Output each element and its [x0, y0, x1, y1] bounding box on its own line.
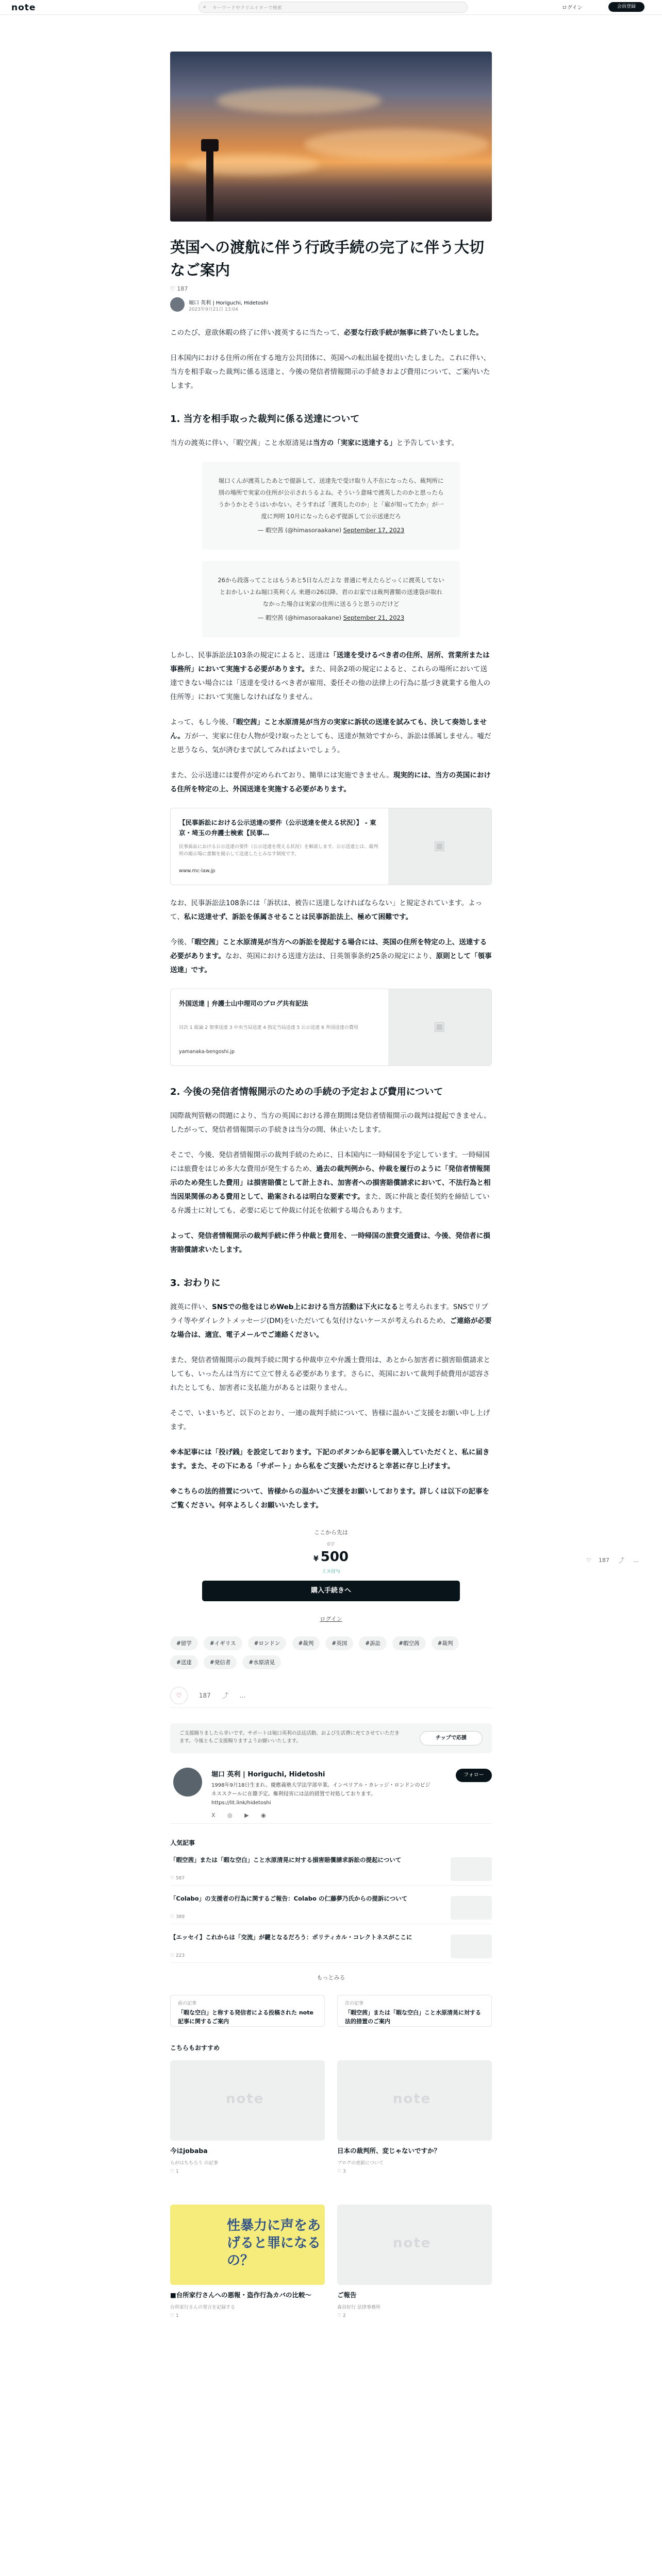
prev-title: 「暇な空白」と称する発信者による投稿された note記事に関するご案内: [178, 2009, 313, 2025]
section-heading: 2. 今後の発信者情報開示のための手続の予定および費用について: [170, 1087, 443, 1097]
link-card-url: www.mc-law.jp: [179, 868, 216, 874]
link-card-thumbnail: [388, 989, 491, 1065]
paragraph: ※こちらの法的措置について、皆様からの温かいご支援をお願いしております。詳しくは以下の記事をご覧ください。何卒よろしくお願いいたします。: [170, 1487, 490, 1510]
author-row: [170, 296, 492, 315]
related-likes: ♡ 223: [170, 1953, 185, 1958]
note-placeholder-logo: note: [393, 2235, 432, 2251]
next-title: 「暇空茜」または「暇な空白」こと水原清晃に対する法的措置のご案内: [345, 2009, 481, 2025]
related-likes: ♡ 389: [170, 1914, 185, 1920]
card-meta: ブログの更新について: [337, 2161, 384, 2166]
login-link[interactable]: ログイン: [562, 5, 583, 11]
tag[interactable]: #留学: [170, 1636, 198, 1650]
card-meta: らがはちちろう の記事: [170, 2161, 218, 2166]
paragraph: 今後、「暇空茜」こと水原清晃が当方への訴訟を提起する場合には、英国の住所を特定の上、送達する必要があります。なお、英国における送達方法は、日英領事条約25条の規定により、原則として「領事送達」です。: [170, 938, 492, 974]
link-card[interactable]: [170, 989, 492, 1066]
recommend-card[interactable]: [170, 2060, 325, 2174]
related-title: 「Colabo」の支援者の行為に関するご報告：Colabo の仁藤夢乃氏からの提訴について: [170, 1895, 408, 1902]
profile-avatar[interactable]: [173, 1768, 202, 1797]
tag[interactable]: #発信者: [204, 1655, 237, 1669]
link-card[interactable]: [170, 808, 492, 885]
prev-article-link[interactable]: [170, 1995, 325, 2027]
publish-date: 2023年9月21日 13:04: [189, 307, 238, 312]
action-bar: [170, 1687, 492, 1708]
tag[interactable]: #英国: [325, 1636, 353, 1650]
paragraph: また、公示送達には要件が定められており、簡単には実施できません。現実的には、当方の英国における住所を特定の上、外国送達を実施する必要があります。: [170, 771, 491, 793]
search-box[interactable]: [198, 2, 468, 13]
link-card-title: 外国送達 | 弁護士山中理司のブログ共有記法: [179, 999, 308, 1007]
card-image-text: 性暴力に声をあげると罪になるの？: [227, 2218, 321, 2268]
control-tower-silhouette: [206, 149, 213, 222]
prev-label: 前の記事: [178, 2001, 197, 2006]
tag[interactable]: #送達: [170, 1655, 198, 1669]
card-image: [337, 2205, 492, 2285]
related-title: 【エッセイ】これからは「交流」が鍵となるだろう：ポリティカル・コレクトネスがここに: [170, 1934, 412, 1941]
related-item[interactable]: [170, 1931, 492, 1963]
card-image: [170, 2205, 325, 2285]
author-avatar[interactable]: [170, 297, 185, 312]
more-icon[interactable]: …: [239, 1692, 246, 1699]
author-name[interactable]: 堀口 英利 | Horiguchi, Hidetoshi: [189, 300, 269, 306]
paragraph: しかし、民事訴訟法103条の規定によると、送達は「送達を受けるべき者の住所、居所、営業所または事務所」において実施する必要があります。また、同条2項の規定によると、これらの場所において送達できない場合には「送達を受けるべき者が雇用、委任その他の法律上の行為に基づき就業する他人の住所等」において実施しなければなりません。: [170, 651, 490, 701]
recommend-card[interactable]: [337, 2060, 492, 2174]
yen-icon: ¥: [313, 1555, 319, 1563]
card-title: 今はjobaba: [170, 2147, 208, 2155]
side-more-icon[interactable]: …: [633, 1557, 639, 1564]
tweet-text: 堀口くんが渡英したあとで提訴して、送達先で受け取り人不在になったら、裁判所に別の場所で実家の住所が公示されうるよね。そういう意味で渡英したのかと思ったらうかうかとそうはいかない。そうすれば「渡英したのか」と「雇が知ってたか」が一度に判明 10月になったら必ず提訴して公示送達だろ: [218, 477, 444, 520]
see-more-link[interactable]: もっとみる: [317, 1974, 345, 1981]
tag[interactable]: #イギリス: [204, 1636, 242, 1650]
likes-count: 187: [177, 285, 188, 292]
tweet-text: 26から段落ってことはもうあと5日なんだよな 普通に考えたらどっくに渡英してないとおかしいよね堀口英利くん 来週の26以降、君のお家では裁判書類の送達袋が取れなかった場合は実家の住所に送るうと思うのだけど: [218, 577, 444, 607]
paywall-label: ここから先は: [314, 1529, 348, 1536]
card-meta: 台所家行さんの発言を記録する: [170, 2305, 236, 2310]
author-profile: [170, 1766, 492, 1824]
related-title: 「暇空茜」または「暇な空白」こと水原清晃に対する損害賠償請求訴訟の提起について: [170, 1856, 402, 1863]
tag[interactable]: #裁判: [432, 1636, 459, 1650]
paragraph: よって、もし今後、「暇空茜」こと水原清晃が当方の実家に訴状の送達を試みても、決して奏効しません。万が一、実家に住む人物が受け取ったとしても、送達が無効ですから、訴訟は係属しません。嘘だと思うなら、気が済むまで試してみればよいでしょう。: [170, 718, 491, 754]
next-article-link[interactable]: [337, 1995, 492, 2027]
signup-button[interactable]: 会員登録: [608, 2, 644, 12]
related-likes: ♡ 587: [170, 1876, 185, 1881]
card-image: [337, 2060, 492, 2141]
tweet-author: — 暇空茜 (@himasoraakane): [257, 614, 342, 621]
hero-image: [170, 52, 492, 222]
card-title: ご報告: [337, 2291, 357, 2299]
floating-like-bar: [586, 1556, 646, 1564]
related-heading: 人気記事: [170, 1839, 195, 1846]
related-thumbnail: [451, 1857, 492, 1881]
paragraph: このたび、意欲休暇の終了に伴い渡英するに当たって、必要な行政手続が無事に終了いたしました。: [170, 329, 483, 337]
link-card-thumbnail: [388, 808, 491, 885]
tip-button[interactable]: チップで応援: [420, 1731, 483, 1745]
tag[interactable]: #水原清晃: [242, 1655, 281, 1669]
social-icons[interactable]: X ◎ ▶ ◉: [211, 1812, 271, 1819]
paragraph: よって、発信者情報開示の裁判手続に伴う仲裁と費用を、一時帰国の旅費交通費は、今後、発信者に損害賠償請求いたします。: [170, 1232, 490, 1254]
prev-next-nav: [170, 1995, 492, 2028]
profile-name[interactable]: 堀口 英利 | Horiguchi, Hidetoshi: [211, 1771, 325, 1778]
login-link[interactable]: ログイン: [320, 1616, 342, 1622]
note-placeholder-logo: note: [226, 2091, 264, 2107]
paragraph: 国際裁判管轄の問題により、当方の英国における滞在期間は発信者情報開示の裁判は提起できません。したがって、発信者情報開示の手続きは当分の間、休止いたします。: [170, 1112, 491, 1134]
recommend-heading: こちらもおすすめ: [170, 2044, 220, 2052]
paragraph: そこで、いまいちど、以下のとおり、一連の裁判手続について、皆様に温かいご支援をお願い申し上げます。: [170, 1409, 490, 1431]
side-heart-icon[interactable]: ♡: [586, 1557, 591, 1564]
tweet-date-link[interactable]: September 17, 2023: [343, 527, 405, 534]
profile-bio: 1998年9月18日生まれ。慶應義塾大学法学部卒業。インペリアル・カレッジ・ロンドンのビジネススクールに在籍予定。権利侵害には法的措置で対処しております。 https://lit.link/hidetoshi: [211, 1783, 431, 1806]
section-heading: 1. 当方を相手取った裁判に係る送達について: [170, 414, 360, 425]
paragraph: 渡英に伴い、SNSでの他をはじめWeb上における当方活動は下火になると考えられます。SNSでリプライ等やダイレクトメッセージ(DM)をいただいても気付けないケースが考えられるため、ご連絡が必要な場合は、適宜、電子メールでご連絡ください。: [170, 1303, 492, 1339]
card-likes: ♡ 1: [170, 2313, 179, 2318]
tweet-author: — 暇空茜 (@himasoraakane): [257, 527, 342, 534]
card-title: ■台所家行さんへの悪報・盗作行為カバの比較〜: [170, 2291, 312, 2299]
paragraph: また、発信者情報開示の裁判手続に関する仲裁申立や弁護士費用は、あとから加害者に損害賠償請求としても、いったんは当方にて立て替える必要があります。さらに、英国において裁判手続費用が認容されたとしても、加害者に支払能力があるとは限りません。: [170, 1356, 490, 1392]
profile-link[interactable]: https://lit.link/hidetoshi: [211, 1800, 271, 1806]
side-like-count: 187: [598, 1557, 609, 1564]
side-share-icon[interactable]: ⤴: [618, 1557, 624, 1564]
tag-list: [170, 1636, 492, 1674]
recommend-card[interactable]: [170, 2205, 325, 2318]
paragraph: なお、民事訴訟法108条には「訴状は、被告に送達しなければならない」と規定されています。よって、私に送達せず、訴訟を係属させることは民事訴訟法上、極めて困難です。: [170, 899, 483, 921]
link-card-title: 【民事訴訟における公示送達の要件（公示送達を使える状況）】 - 東京・埼玉の弁護士検索【民事…: [179, 819, 376, 837]
card-image: [170, 2060, 325, 2141]
paragraph: そこで、今後、発信者情報開示の裁判手続のために、日本国内に一時帰国を予定しています。一時帰国には旅費をはじめ多大な費用が発生するため、過去の裁判例から、仲裁を履行のように「発信者情報開示のため発生した費用」は損害賠償として計上され、加害者への損害賠償請求において、不法行為と相当因果関係のある費用として、勘案されるは明白な要素です。また、既に仲裁と委任契約を締結している弁護士に対しても、必要に応じて仲裁に付託を依頼する場合もあります。: [170, 1151, 491, 1215]
tag[interactable]: #ロンドン: [248, 1636, 287, 1650]
card-likes: ♡ 3: [337, 2169, 346, 2174]
card-likes: ♡ 1: [170, 2169, 179, 2174]
article: [170, 52, 492, 2349]
paragraph: 日本国内における住所の所在する地方公共団体に、英国への転出届を提出いたしました。これに伴い、当方を相手取った裁判に係る送達と、今後の発信者情報開示の手続きおよび費用について、ご案内いたします。: [170, 354, 490, 390]
paywall-box: [170, 1528, 492, 1623]
embedded-tweet: [202, 462, 460, 550]
price: ¥ 500: [313, 1549, 349, 1565]
related-thumbnail: [451, 1935, 492, 1958]
related-item[interactable]: [170, 1893, 492, 1924]
tweet-date-link[interactable]: September 21, 2023: [343, 614, 405, 621]
card-meta: 森谷好行 法律事務所: [337, 2305, 380, 2310]
like-count: 187: [198, 1692, 211, 1699]
likes-count-row: [170, 285, 492, 292]
card-likes: ♡ 2: [337, 2313, 346, 2318]
search-placeholder: キーワードやクリエイターで検索: [212, 6, 282, 11]
paragraph: 当方の渡英に伴い、「暇空茜」こと水原清晃は当方の「実家に送達する」と予告しています。: [170, 439, 459, 447]
link-card-url: yamanaka-bengoshi.jp: [179, 1049, 235, 1055]
tag[interactable]: #訴訟: [359, 1636, 387, 1650]
search-icon: ⌕: [203, 4, 206, 10]
recommend-cards: [170, 2060, 492, 2349]
top-header: [0, 0, 662, 15]
link-card-description: 目次 1 総論 2 領事送達 3 中央当局送達 4 指定当局送達 5 公示送達 6 外国送達の費用: [179, 1025, 358, 1030]
heart-icon[interactable]: ♡: [170, 285, 175, 292]
section-heading: 3. おわりに: [170, 1278, 221, 1289]
link-card-description: 民事訴訟における公示送達の要件（公示送達を使える状況）を解説します。公示送達とは、裁判所の掲示場に書類を掲示して送達したとみなす制度です。: [179, 844, 378, 857]
points-note: ミス付与: [321, 1569, 340, 1574]
card-title: 日本の裁判所、変じゃないですか？: [337, 2147, 441, 2155]
follow-button[interactable]: フォロー: [456, 1769, 492, 1782]
article-title: 英国への渡航に伴う行政手続の完了に伴う大切なご案内: [170, 239, 485, 279]
share-icon[interactable]: ⤴: [222, 1692, 228, 1699]
recommend-card[interactable]: [337, 2205, 492, 2318]
note-placeholder-logo: note: [393, 2091, 432, 2107]
paywall-char-count: 0字: [327, 1542, 335, 1547]
support-box: [170, 1723, 492, 1753]
paragraph: ※本記事には「投げ銭」を設定しております。下記のボタンから記事を購入していただくと、私に届きます。また、その下にある「サポート」から私をご支援いただけると幸甚に存じ上げます。: [170, 1448, 490, 1470]
tag[interactable]: #裁判: [292, 1636, 320, 1650]
related-item[interactable]: [170, 1854, 492, 1886]
support-text: ご支援賜りましたら幸いです。サポートは堀口英利の法廷活動、および生活費に充てさせていただきます。今後ともご支援賜りますようお願いいたします。: [179, 1731, 400, 1744]
like-heart-icon[interactable]: ♡: [170, 1687, 188, 1704]
related-thumbnail: [451, 1896, 492, 1920]
buy-button[interactable]: 購入手続きへ: [202, 1581, 460, 1601]
note-logo[interactable]: note: [11, 3, 36, 13]
tag[interactable]: #暇空茜: [392, 1636, 425, 1650]
embedded-tweet: [202, 561, 460, 637]
next-label: 次の記事: [345, 2001, 364, 2006]
